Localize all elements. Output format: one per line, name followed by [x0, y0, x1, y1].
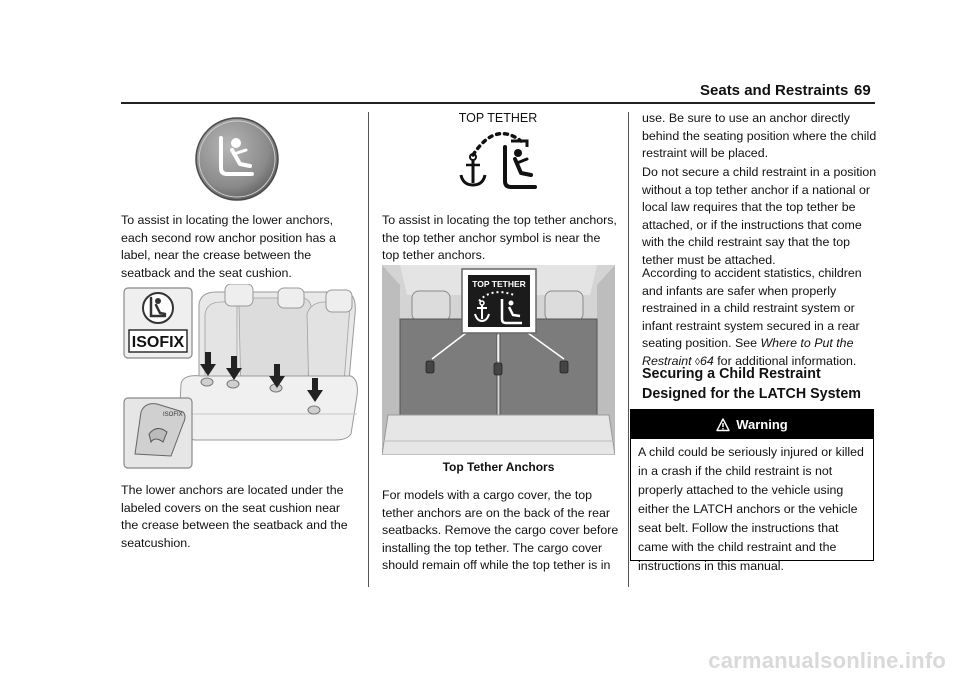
- warning-box: [630, 409, 874, 573]
- column-divider-1: [368, 112, 369, 587]
- section-title: Seats and Restraints: [700, 82, 849, 99]
- isofix-label: ISOFIX: [131, 334, 185, 351]
- figure-caption: Top Tether Anchors: [442, 460, 555, 474]
- top-tether-symbol: [455, 127, 541, 195]
- warning-header: [631, 410, 873, 439]
- left-paragraph-2: The lower anchors are located under the labeled covers on the seat cushion near the crease between the seatback and the seatcushion.: [121, 483, 348, 550]
- rear-seat-isofix-illustration: [121, 284, 359, 470]
- right-paragraph-3-text-a: According to accident statistics, children and infants are safer when properly restrained in a child restraint system or infant restraint system secured in a rear seating position. See: [642, 266, 862, 351]
- warning-title: Warning: [736, 417, 788, 432]
- section-heading: Securing a Child Restraint Designed for the LATCH System: [642, 366, 861, 402]
- right-paragraph-3: [642, 265, 878, 372]
- middle-paragraph-1: To assist in locating the top tether anchors, the top tether anchor symbol is near the top tether anchors.: [382, 213, 617, 263]
- warning-text: A child could be seriously injured or killed in a crash if the child restraint is not properly attached to the vehicle using either the LATCH anchors or the vehicle seat belt. Follow the instructions that came with the child restraint and the instructions in this manual.: [638, 445, 864, 573]
- inset-top-tether-label: TOP TETHER: [472, 279, 526, 289]
- top-tether-symbol-title: TOP TETHER: [458, 111, 538, 125]
- watermark: carmanualsonline.info: [708, 648, 946, 673]
- isofix-small-label: ISOFIX: [163, 412, 183, 418]
- column-divider-2: [628, 112, 629, 587]
- warning-icon: [716, 418, 730, 432]
- page-reference-number[interactable]: 64: [700, 353, 714, 368]
- header-rule: [121, 102, 875, 104]
- middle-paragraph-2: For models with a cargo cover, the top tether anchors are on the back of the rear seatbacks. Remove the cargo cover before installing the top tether. The cargo cover should remain off while the top tether is in: [382, 488, 619, 573]
- cross-reference-link[interactable]: Where to Put the Restraint: [642, 336, 854, 368]
- cargo-area-tether-anchors-illustration: [382, 265, 615, 455]
- right-paragraph-2: Do not secure a child restraint in a position without a top tether anchor if a national or local law requires that the top tether be attached, or if the instructions that come with the child restraint say that the top tether must be attached.: [642, 165, 877, 267]
- right-paragraph-1: use. Be sure to use an anchor directly behind the seating position where the child restraint will be placed.: [642, 111, 877, 161]
- page-number: 69: [854, 82, 871, 99]
- left-paragraph-1: To assist in locating the lower anchors, each second row anchor position has a label, near the crease between the seatback and the seat cushion.: [121, 213, 336, 280]
- page-reference-icon: ◊: [695, 356, 700, 368]
- child-seat-anchor-icon: [194, 116, 280, 202]
- right-paragraph-3-text-b: for additional information.: [713, 353, 857, 368]
